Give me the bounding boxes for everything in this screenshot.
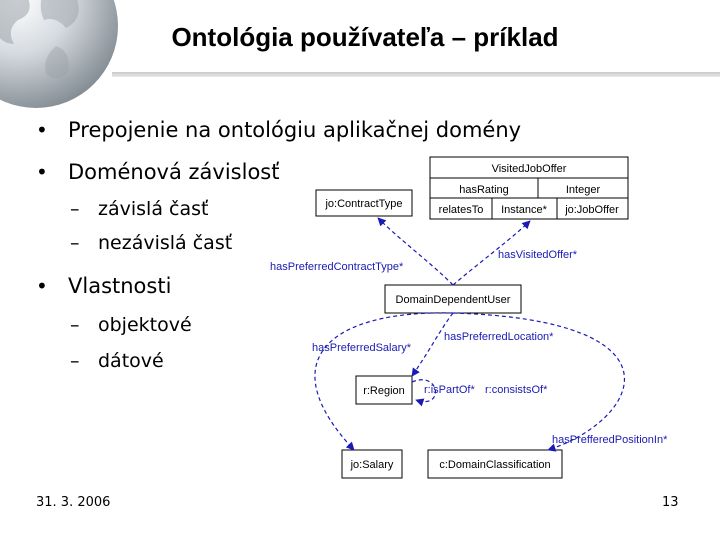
footer-date: 31. 3. 2006 — [36, 495, 111, 510]
slide-title: Ontológia používateľa – príklad — [171, 22, 559, 52]
bullet-dot: • — [36, 118, 48, 142]
sub-bullet-dash: – — [70, 314, 80, 336]
bullet-1-text: Prepojenie na ontológiu aplikačnej domény — [68, 118, 522, 142]
table-cell: jo:JobOffer — [565, 204, 619, 216]
sub-bullet-text: závislá časť — [98, 198, 209, 220]
edge-label: r:consistsOf* — [485, 384, 548, 396]
node-domain-dependent-user — [385, 285, 521, 313]
node-domain-classification — [428, 450, 562, 478]
edge-label: hasPreferredSalary* — [312, 342, 412, 354]
bullet-dot: • — [36, 274, 48, 298]
visited-job-offer-table — [430, 157, 628, 219]
bullet-2-text: Doménová závislosť — [68, 160, 280, 184]
bullet-dot: • — [36, 160, 48, 184]
node-label: r:Region — [363, 385, 405, 397]
table-cell: relatesTo — [438, 204, 484, 216]
page-number: 13 — [662, 495, 679, 510]
node-contract-type — [316, 190, 412, 216]
sub-bullet-text: dátové — [98, 350, 164, 372]
node-salary — [342, 450, 402, 478]
node-label: DomainDependentUser — [395, 294, 511, 306]
sub-bullet-dash: – — [70, 232, 80, 254]
edge-label: hasPrefferedPositionIn* — [552, 434, 668, 446]
sub-bullet-dash: – — [70, 198, 80, 220]
table-cell: Instance* — [501, 204, 547, 216]
edge-label: r:isPartOf* — [424, 384, 475, 396]
sub-bullet-text: objektové — [98, 314, 192, 336]
sub-bullet-dash: – — [70, 350, 80, 372]
node-label: c:DomainClassification — [439, 459, 551, 471]
node-label: jo:ContractType — [325, 198, 403, 210]
edge-preferred-location — [412, 313, 453, 376]
edge-preferred-contract-type — [378, 218, 453, 285]
edge-label: hasPreferredLocation* — [444, 331, 554, 343]
table-cell: Integer — [565, 184, 601, 196]
bullet-3-text: Vlastnosti — [68, 274, 172, 298]
edge-label: hasPreferredContractType* — [270, 261, 404, 273]
table-title: VisitedJobOffer — [491, 163, 567, 175]
node-label: jo:Salary — [350, 459, 394, 471]
node-region — [356, 376, 412, 404]
edge-label: hasVisitedOffer* — [498, 249, 578, 261]
sub-bullet-text: nezávislá časť — [98, 232, 233, 254]
table-cell: hasRating — [459, 184, 509, 196]
